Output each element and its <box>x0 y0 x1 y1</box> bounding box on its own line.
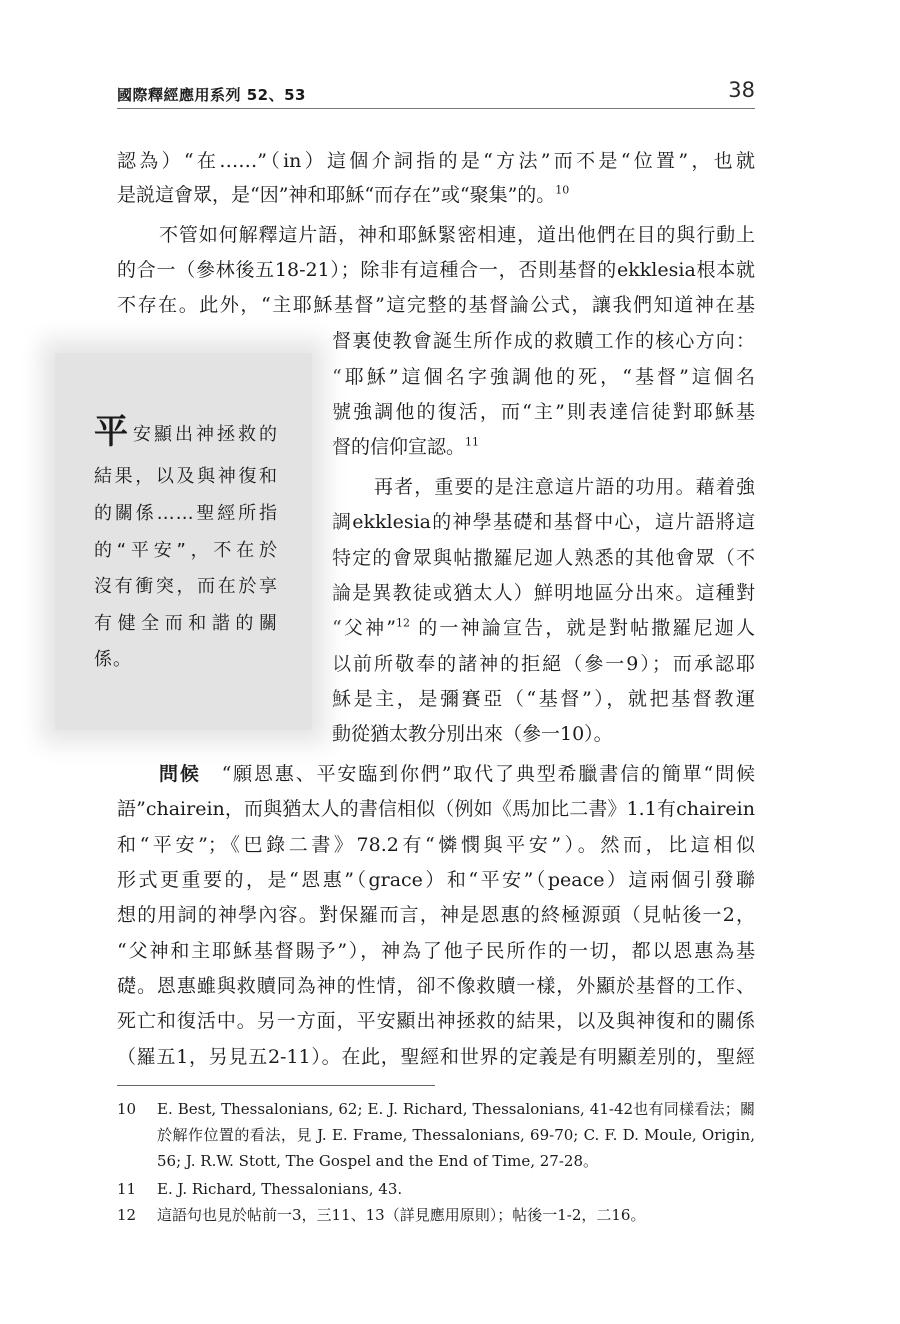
footnote-text: 於解作位置的看法，見 J. E. Frame, Thessalonians, 69-70; C. F. D. Moule, Origin, <box>157 1126 755 1144</box>
footnote-text: 56; J. R.W. Stott, The Gospel and the End of Time, 27-28。 <box>157 1152 598 1170</box>
pull-quote-line: 的“平安”，不在於 <box>94 540 278 561</box>
pull-quote-initial: 平 <box>94 412 131 452</box>
body-line: 號強調他的復活，而“主”則表達信徒對耶穌基 <box>332 401 755 423</box>
footnote-ref[interactable]: 11 <box>465 435 480 449</box>
body-line: 論是異教徒或猶太人）鮮明地區分出來。這種對 <box>332 582 755 604</box>
body-line: 問候 “願恩惠、平安臨到你們”取代了典型希臘書信的簡單“問候 <box>159 763 755 785</box>
pull-quote-line: 係。 <box>94 649 132 670</box>
body-line: （羅五1，另見五2-11）。在此，聖經和世界的定義是有明顯差別的，聖經 <box>117 1046 755 1068</box>
body-line: “父神”$^{12}$ 的一神論宣告，就是對帖撒羅尼迦人 <box>332 616 755 639</box>
body-line: 想的用詞的神學內容。對保羅而言，神是恩惠的終極源頭（見帖後一2， <box>117 904 755 926</box>
footnote-ref[interactable]: 10 <box>555 183 570 197</box>
pull-quote-line: 平安顯出神拯救的 <box>94 412 278 452</box>
pull-quote-line: 有健全而和諧的關 <box>94 613 278 634</box>
body-line: 以前所敬奉的諸神的拒絕（參一9）；而承認耶 <box>332 653 755 675</box>
body-line: “父神和主耶穌基督賜予”），神為了他子民所作的一切，都以恩惠為基 <box>117 940 755 962</box>
footnote-rule <box>117 1085 435 1086</box>
body-line: 形式更重要的，是“恩惠”（grace）和“平安”（peace）這兩個引發聯 <box>117 869 755 891</box>
pull-quote-line: 沒有衝突，而在於享 <box>94 576 278 597</box>
body-line: 的合一（參林後五18-21）；除非有這種合一，否則基督的ekklesia根本就 <box>117 259 755 281</box>
page-number: 38 <box>728 78 755 102</box>
footnote-number: 11 <box>117 1180 137 1198</box>
footnote-number: 12 <box>117 1206 137 1224</box>
body-line: 督裏使教會誕生所作成的救贖工作的核心方向： <box>332 330 755 352</box>
pull-quote-line: 結果，以及與神復和 <box>94 466 278 487</box>
body-line: 是説這會眾，是“因”神和耶穌“而存在”或“聚集”的。$^{10}$ <box>117 183 570 206</box>
body-line: 和“平安”；《巴錄二書》78.2有“憐憫與平安”）。然而，比這相似 <box>117 834 755 856</box>
footnote-number: 10 <box>117 1100 137 1118</box>
running-header <box>117 80 755 106</box>
body-line: 不存在。此外，“主耶穌基督”這完整的基督論公式，讓我們知道神在基 <box>117 294 755 316</box>
body-line: 認為）“在……”（in）這個介詞指的是“方法”而不是“位置”，也就 <box>117 150 755 172</box>
footnote-text: 這語句也見於帖前一3，三11、13（詳見應用原則）；帖後一1-2，二16。 <box>157 1206 646 1224</box>
header-rule <box>117 108 755 109</box>
body-line: 動從猶太教分別出來（參一10）。 <box>332 723 613 745</box>
footnote-text: E. Best, Thessalonians, 62; E. J. Richard, Thessalonians, 41-42也有同樣看法；關 <box>157 1100 755 1118</box>
body-line: “耶穌”這個名字強調他的死，“基督”這個名 <box>332 366 755 388</box>
body-line: 再者，重要的是注意這片語的功用。藉着強 <box>374 476 755 498</box>
body-line: 死亡和復活中。另一方面，平安顯出神拯救的結果，以及與神復和的關係 <box>117 1010 755 1032</box>
footnote-ref[interactable]: 12 <box>395 616 410 630</box>
body-line: 語”chairein，而與猶太人的書信相似（例如《馬加比二書》1.1有chairein <box>117 798 755 820</box>
pull-quote-line: 的關係……聖經所指 <box>94 503 278 524</box>
body-line: 穌是主，是彌賽亞（“基督”），就把基督教運 <box>332 688 755 710</box>
body-line: 調ekklesia的神學基礎和基督中心，這片語將這 <box>332 511 755 533</box>
body-line: 特定的會眾與帖撒羅尼迦人熟悉的其他會眾（不 <box>332 547 755 569</box>
section-heading: 問候 <box>159 763 201 785</box>
footnote-text: E. J. Richard, Thessalonians, 43. <box>157 1180 403 1198</box>
body-line: 礎。恩惠雖與救贖同為神的性情，卻不像救贖一樣，外顯於基督的工作、 <box>117 975 755 997</box>
running-title: 國際釋經應用系列 52、53 <box>117 86 306 104</box>
body-line: 督的信仰宣認。$^{11}$ <box>332 435 480 458</box>
body-line: 不管如何解釋這片語，神和耶穌緊密相連，道出他們在目的與行動上 <box>159 224 755 246</box>
